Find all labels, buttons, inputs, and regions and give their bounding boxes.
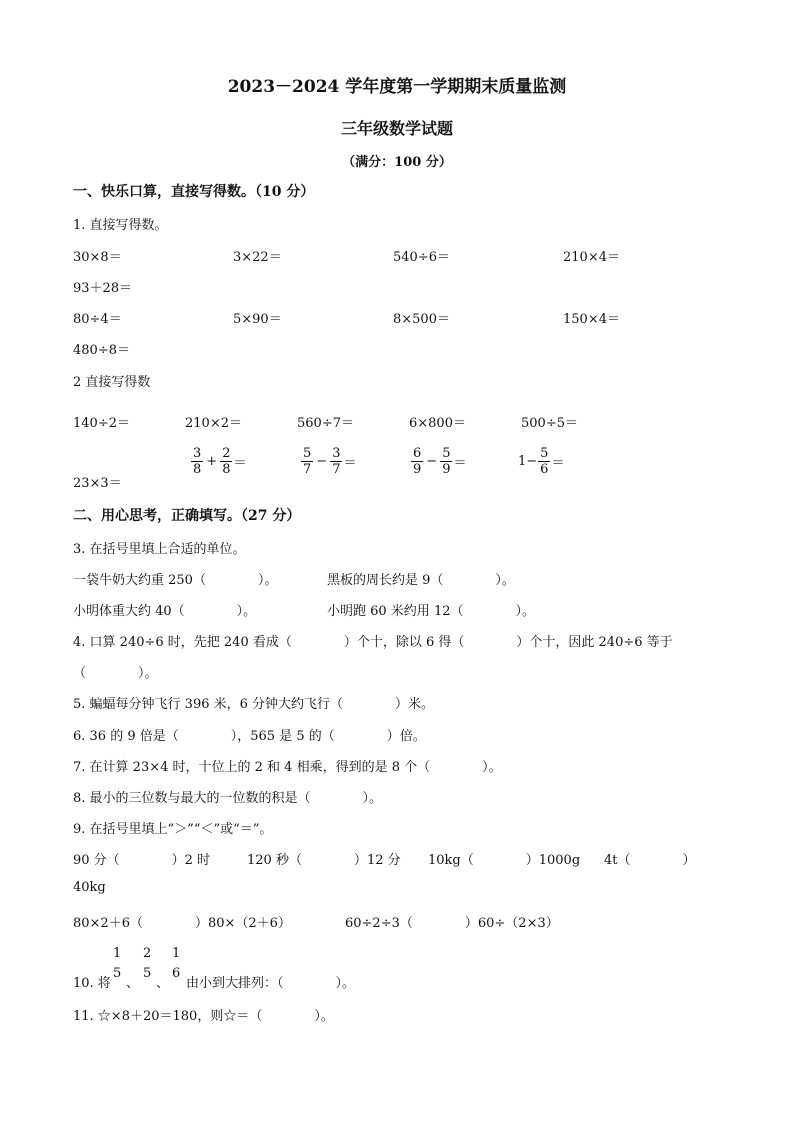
q3-item: 小明体重大约 40（ ）。 <box>73 604 257 619</box>
full-score: （满分：100 分） <box>342 155 452 170</box>
q1-item: 93＋28＝ <box>73 281 133 296</box>
q1-item: 480÷8＝ <box>73 343 130 358</box>
q9-item: 4t（ ） <box>604 853 696 868</box>
q1-item: 150×4＝ <box>563 312 620 327</box>
fraction-expression: 5 7 − $\frac{3}{7}$ ＝ <box>303 446 357 477</box>
q1-item: 5×90＝ <box>233 312 282 327</box>
q2-item: 560÷7＝ <box>297 416 354 431</box>
q7: 7. 在计算 23×4 时，十位上的 2 和 4 相乘，得到的是 8 个（ ）。 <box>73 760 502 775</box>
q2-item: 140÷2＝ <box>73 416 130 431</box>
q9-item: 120 秒（ ）12 分 <box>247 853 401 868</box>
q9-label: 9. 在括号里填上“＞”“＜”或“＝”。 <box>73 822 273 837</box>
q2-item: 6×800＝ <box>409 416 466 431</box>
q1-item: 210×4＝ <box>563 250 620 265</box>
q1-item: 540÷6＝ <box>393 250 450 265</box>
fraction-expression: 1− $\frac{5}{6}$ ＝ <box>518 446 565 477</box>
fraction-expression: 6 9 − $\frac{5}{9}$ ＝ <box>413 446 467 477</box>
fraction: 1 5 <box>113 946 122 981</box>
q1-item: 30×8＝ <box>73 250 122 265</box>
q9-item: 80×2＋6（ ）80×（2＋6） <box>73 916 291 931</box>
q3-item: 一袋牛奶大约重 250（ ）。 <box>73 573 278 588</box>
q8: 8. 最小的三位数与最大的一位数的积是（ ）。 <box>73 791 383 806</box>
q2-label: 2 直接写得数 <box>73 375 151 390</box>
q3-label: 3. 在括号里填上合适的单位。 <box>73 542 246 557</box>
fraction: 1 6 <box>172 946 181 981</box>
separator: 、 <box>126 976 140 991</box>
q1-item: 3×22＝ <box>233 250 282 265</box>
page-title: 2023－2024 学年度第一学期期末质量监测 <box>227 77 567 97</box>
q2-item: 210×2＝ <box>185 416 242 431</box>
fraction: 2 5 <box>143 946 152 981</box>
q10-prefix: 10. 将 <box>73 976 111 991</box>
q9-item: 40kg <box>73 880 106 895</box>
q9-item: 10kg（ ）1000g <box>428 853 581 868</box>
q11: 11. ☆×8＋20＝180，则☆＝（ ）。 <box>73 1009 334 1024</box>
separator: 、 <box>156 976 170 991</box>
q4-line1: 4. 口算 240÷6 时，先把 240 看成（ ）个十，除以 6 得（ ）个十，因此 240÷6 等于 <box>73 635 673 650</box>
q5: 5. 蝙蝠每分钟飞行 396 米，6 分钟大约飞行（ ）米。 <box>73 697 435 712</box>
section1-heading: 一、快乐口算，直接写得数。（10 分） <box>73 184 315 200</box>
q3-item: 黑板的周长约是 9（ ）。 <box>327 573 515 588</box>
q6: 6. 36 的 9 倍是（ ），565 是 5 的（ ）倍。 <box>73 729 426 744</box>
q10-suffix: 由小到大排列：（ ）。 <box>186 976 356 991</box>
q4-line2: （ ）。 <box>73 666 158 681</box>
page-subtitle: 三年级数学试题 <box>340 119 453 138</box>
q3-item: 小明跑 60 米约用 12（ ）。 <box>327 604 535 619</box>
q2-item: 500÷5＝ <box>521 416 578 431</box>
q1-label: 1. 直接写得数。 <box>73 218 168 233</box>
q9-item: 90 分（ ）2 时 <box>73 853 211 868</box>
q1-item: 80÷4＝ <box>73 312 122 327</box>
q2-item: 23×3＝ <box>73 476 122 491</box>
q1-item: 8×500＝ <box>393 312 450 327</box>
section2-heading: 二、用心思考，正确填写。（27 分） <box>73 508 301 524</box>
q9-item: 60÷2÷3（ ）60÷（2×3） <box>345 916 559 931</box>
fraction-expression: 3 8 + $\frac{2}{8}$ ＝ <box>193 446 247 477</box>
